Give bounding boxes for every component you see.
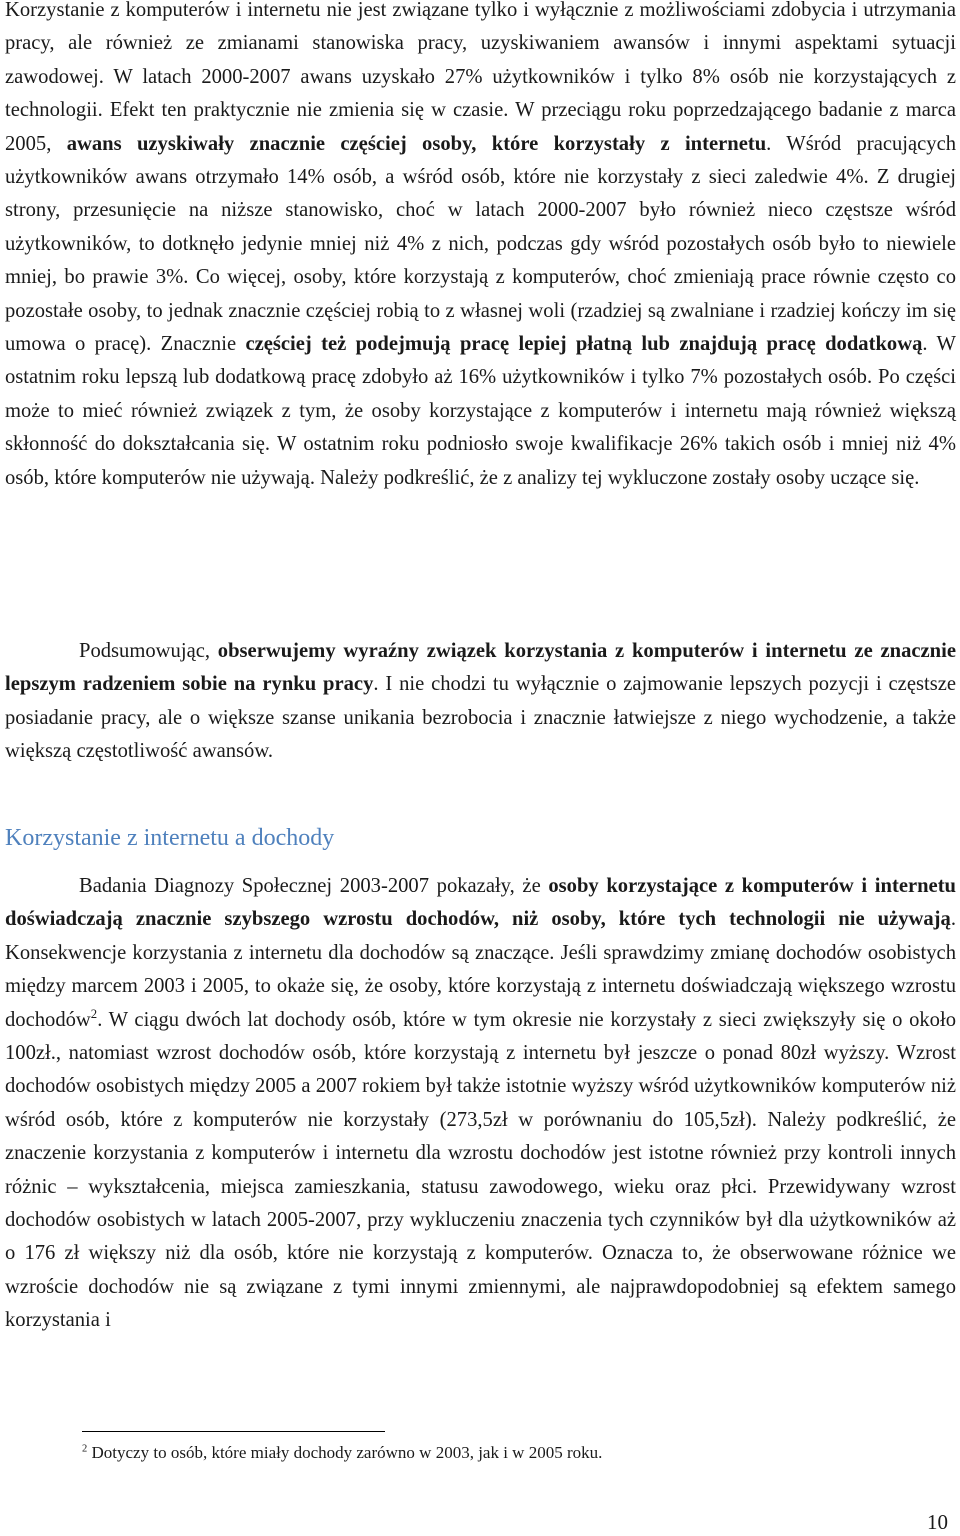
bold-run: awans uzyskiwały znacznie częściej osoby, które korzystały z internetu — [66, 132, 767, 155]
footnote — [82, 1441, 602, 1465]
text-run: Korzystanie z komputerów i internetu nie jest związane tylko i wyłącznie z możliwościami zdobycia i utrzymania pracy, ale również ze zmianami stanowiska pracy, uzyskiwaniem awansów i innymi aspektami sytuacji zawodowej. W latach 2000-2007 awans uzyskało 27% użytkowników i tylko 8% osób nie korzystających z technologii. Efekt ten praktycznie nie zmienia się w czasie. W przeciągu roku poprzedzającego badanie z marca 2005, — [5, 0, 956, 155]
text-run: Podsumowując, — [79, 640, 218, 662]
footnote-reference[interactable]: 2 — [90, 1006, 98, 1021]
footnote-text: Dotyczy to osób, które miały dochody zarówno w 2003, jak i w 2005 roku. — [87, 1443, 603, 1462]
bold-run: osoby korzystające z komputerów i internetu doświadczają znacznie szybszego wzrostu dochodów, niż osoby, które tych technologii nie używają — [5, 875, 956, 931]
footnote-number: 2 — [82, 1443, 88, 1455]
footnote-separator — [82, 1431, 385, 1432]
text-run: Badania Diagnozy Społecznej 2003-2007 pokazały, że — [79, 875, 549, 897]
bold-run: częściej też podejmują pracę lepiej płatną lub znajdują pracę dodatkową — [245, 333, 923, 356]
paragraph-income — [5, 870, 956, 1338]
text-run: . Wśród pracujących użytkowników awans otrzymało 14% osób, a wśród osób, które nie korzystały z sieci zaledwie 4%. Z drugiej strony, przesunięcie na niższe stanowisko, choć w latach 2000-2007 było również nieco częstsze wśród użytkowników, to dotknęło jedynie mniej niż 4% z nich, podczas gdy wśród pozostałych osób było to niewiele mniej, bo prawie 3%. Co więcej, osoby, które korzystają z komputerów, choć zmieniają prace równie często co pozostałe osoby, to jednak znacznie częściej robią to z własnej woli (rzadziej są zwalniane i rzadziej kończy im się umowa o pracę). Znacznie — [5, 132, 957, 356]
text-run: . I nie chodzi tu wyłącznie o zajmowanie lepszych pozycji i częstsze posiadanie pracy, ale o większe szanse unikania bezrobocia i znacznie łatwiejsze z niego wychodzenie, a także większą częstotliwość awansów. — [5, 673, 956, 763]
paragraph-summary — [5, 635, 956, 769]
paragraph-career — [5, 0, 956, 495]
page-number: 10 — [927, 1510, 948, 1534]
text-run: . W ostatnim roku lepszą lub dodatkową pracę zdobyło aż 16% użytkowników i tylko 7% pozostałych osób. Po części może to mieć również związek z tym, że osoby korzystające z komputerów i internetu mają również większą skłonność do dokształcania się. W ostatnim roku podniosło swoje kwalifikacje 26% takich osób i mniej niż 4% osób, które komputerów nie używają. Należy podkreślić, że z analizy tej wykluczone zostały osoby uczące się. — [5, 333, 956, 489]
text-run: . W ciągu dwóch lat dochody osób, które w tym okresie nie korzystały z sieci zwiększyły się o około 100zł., natomiast wzrost dochodów osób, które korzystają z internetu był jeszcze o ponad 80zł wyższy. Wzrost dochodów osobistych między 2005 a 2007 rokiem był także istotnie wyższy wśród użytkowników komputerów niż wśród osób, które z komputerów nie korzystały (273,5zł w porównaniu do 105,5zł). Należy podkreślić, że znaczenie korzystania z komputerów i internetu dla wzrostu dochodów jest istotne również przy kontroli innych różnic – wykształcenia, miejsca zamieszkania, statusu zawodowego, wieku oraz płci. Przewidywany wzrost dochodów osobistych w latach 2005-2007, przy wykluczeniu znaczenia tych czynników był dla użytkowników aż o 176 zł większy niż dla osób, które nie korzystają z komputerów. Oznacza to, że obserwowane różnice we wzroście dochodów nie są związane z tymi innymi zmiennymi, ale najprawdopodobniej są efektem samego korzystania i — [5, 1008, 956, 1332]
section-heading: Korzystanie z internetu a dochody — [5, 825, 335, 851]
text-run: . Konsekwencje korzystania z internetu dla dochodów są znaczące. Jeśli sprawdzimy zmianę dochodów osobistych między marcem 2003 i 2005, to okaże się, że osoby, które korzystają z internetu doświadczają większego wzrostu dochodów — [5, 908, 956, 1031]
bold-run: obserwujemy wyraźny związek korzystania z komputerów i internetu ze znacznie lepszym radzeniem sobie na rynku pracy — [5, 640, 956, 696]
